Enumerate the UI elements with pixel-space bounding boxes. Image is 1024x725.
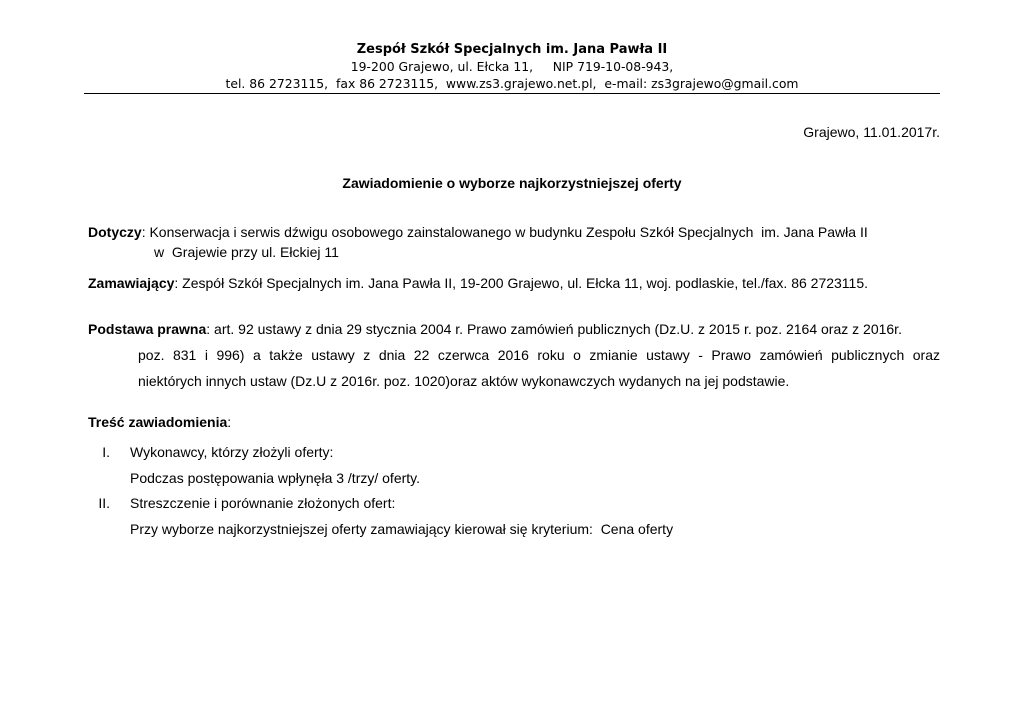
school-name: Zespół Szkół Specjalnych im. Jana Pawła II [356,42,668,57]
podstawa-label: Podstawa prawna [88,321,207,337]
document-title: Zawiadomienie o wyborze najkorzystniejszej oferty [342,175,682,191]
list-item-heading: Wykonawcy, którzy złożyli oferty: [130,444,334,460]
school-address: 19-200 Grajewo, ul. Ełcka 11, NIP 719-10-08-943, [350,59,674,74]
dotyczy-text-line2: w Grajewie przy ul. Ełckiej 11 [154,244,339,260]
list-item-detail [88,466,940,492]
zamawiajacy-label: Zamawiający [88,275,175,291]
podstawa-text-line2: poz. 831 i 996) a także ustawy z dnia 22 czerwca 2016 roku o zmianie ustawy - Prawo zamówień publicznych oraz [138,347,940,363]
list-item-detail [88,517,940,543]
list-item-number: II. [98,495,110,511]
section-dotyczy [88,222,940,262]
podstawa-text-line1: : art. 92 ustawy z dnia 29 stycznia 2004 r. Prawo zamówień publicznych (Dz.U. z 2015 r. poz. 2164 oraz z 2016r. [206,321,902,337]
podstawa-text-line3: niektórych innych ustaw (Dz.U z 2016r. poz. 1020)oraz aktów wykonawczych wydanych na jej podstawie. [138,373,790,389]
header-divider [84,93,940,94]
tresc-list [88,440,940,542]
list-item [88,440,940,466]
section-tresc-heading [88,414,231,430]
list-item-text: Podczas postępowania wpłynęła 3 /trzy/ oferty. [130,469,421,486]
list-item-text: Przy wyborze najkorzystniejszej oferty zamawiający kierował się kryterium: Cena oferty [130,520,674,537]
zamawiajacy-text: : Zespół Szkół Specjalnych im. Jana Pawła II, 19-200 Grajewo, ul. Ełcka 11, woj. podlaskie, tel./fax. 86 2723115. [174,275,869,291]
school-contact: tel. 86 2723115, fax 86 2723115, www.zs3.grajewo.net.pl, e-mail: zs3grajewo@gmail.com [225,76,799,91]
document-date: Grajewo, 11.01.2017r. [803,124,940,140]
tresc-label: Treść zawiadomienia [88,414,228,430]
list-item-heading: Streszczenie i porównanie złożonych ofert: [130,495,396,511]
dotyczy-text-line1: : Konserwacja i serwis dźwigu osobowego zainstalowanego w budynku Zespołu Szkół Specjalnych im. Jana Pawła II [141,224,868,240]
section-podstawa-prawna [88,316,940,394]
dotyczy-label: Dotyczy [88,224,142,240]
list-item [88,491,940,517]
letterhead [84,41,940,92]
tresc-colon: : [227,414,232,430]
list-item-number: I. [102,444,110,460]
section-zamawiajacy [88,273,940,293]
